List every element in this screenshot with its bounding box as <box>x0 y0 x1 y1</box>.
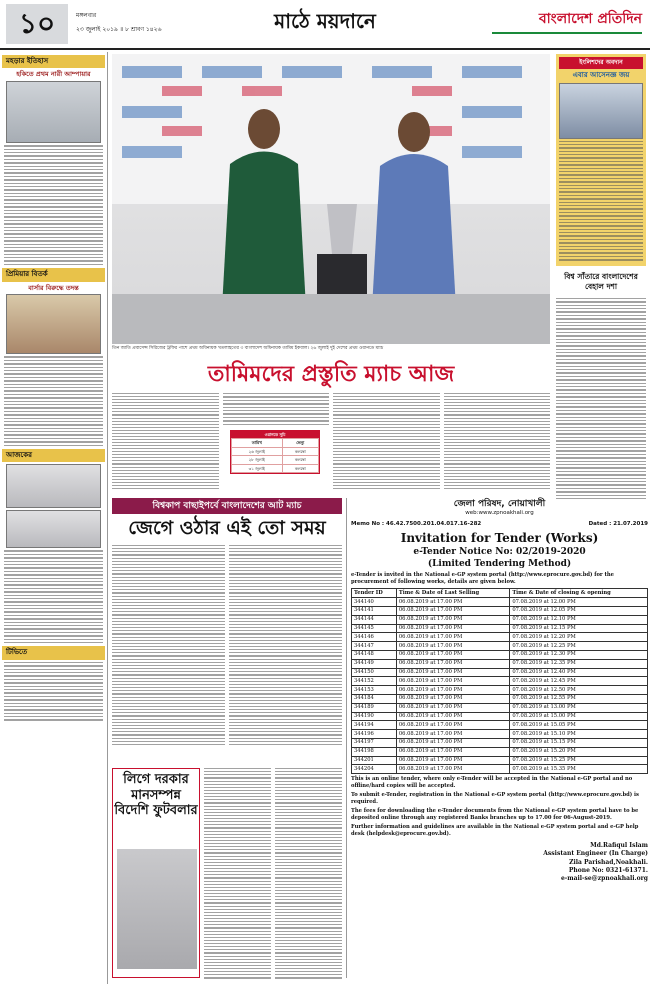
closing-opening: 07.08.2019 at 15.10 PM <box>510 730 648 739</box>
closing-opening: 07.08.2019 at 12.00 PM <box>510 598 648 607</box>
tender-para-2: To submit e-Tender, registration in the National e-GP system portal (http://www.eprocure.gov.bd) is required. <box>351 792 639 806</box>
lower-col-1 <box>112 545 225 745</box>
fixture-table <box>230 430 320 474</box>
tender-notice <box>346 498 648 978</box>
table-row <box>352 677 648 686</box>
ad-title: লিগে দরকার মানসম্পন্ন বিদেশি ফুটবলার <box>114 772 198 819</box>
today-photo-2 <box>6 510 101 548</box>
tender-col-id: Tender ID <box>352 589 397 598</box>
last-selling: 06.08.2019 at 17.00 PM <box>396 721 509 730</box>
table-row <box>352 659 648 668</box>
closing-opening: 07.08.2019 at 12.05 PM <box>510 607 648 616</box>
last-selling: 06.08.2019 at 17.00 PM <box>396 615 509 624</box>
table-row <box>352 756 648 765</box>
fixture-date: ২৬ জুলাই <box>232 447 283 455</box>
lower-story-band: বিশ্বকাপ বাছাইপর্বে বাংলাদেশের আট ম্যাচ <box>112 498 342 514</box>
last-selling: 06.08.2019 at 17.00 PM <box>396 739 509 748</box>
controversy-title: বার্সার বিরুদ্ধে তদন্ত <box>28 283 79 292</box>
table-row <box>352 633 648 642</box>
today-schedule-text <box>4 550 103 643</box>
tender-para-4: Further information and guidelines are available in the National e-GP system portal and e-GP help desk (helpdesk@eprocure.gov.bd). <box>351 824 639 838</box>
tender-id: 344198 <box>352 747 397 756</box>
left-column <box>0 52 108 984</box>
tender-signature <box>351 842 648 882</box>
closing-opening: 07.08.2019 at 12.40 PM <box>510 668 648 677</box>
tender-table <box>351 588 648 774</box>
last-selling: 06.08.2019 at 17.00 PM <box>396 668 509 677</box>
tv-section-head: টিভিতে <box>2 646 105 659</box>
fixture-venue: কলম্বো <box>282 447 318 455</box>
lead-photo-drawing <box>112 54 550 344</box>
lead-body-col-1 <box>112 393 219 489</box>
fixture-col-date: তারিখ <box>232 439 283 447</box>
history-title: হকিতে প্রথম নারী আম্পায়ার <box>16 70 91 79</box>
right-feature-tag: ইংলিশদের অবদান <box>559 57 643 69</box>
lead-photo <box>112 54 550 344</box>
tender-id: 344145 <box>352 624 397 633</box>
table-row <box>352 598 648 607</box>
fixture-date: ২৮ জুলাই <box>232 456 283 464</box>
right-feature-body <box>559 141 643 261</box>
last-selling: 06.08.2019 at 17.00 PM <box>396 633 509 642</box>
fixture-grid <box>231 438 319 473</box>
tender-id: 344184 <box>352 695 397 704</box>
table-row <box>352 695 648 704</box>
fixture-date: ৩১ জুলাই <box>232 464 283 472</box>
right-column <box>556 54 646 501</box>
closing-opening: 07.08.2019 at 12.10 PM <box>510 615 648 624</box>
tender-para-3: The fees for downloading the e-Tender documents from the National e-GP system portal have to be deposited online through any registered Banks branches up to 17.00 for 06-August-2019. <box>351 808 639 822</box>
table-row <box>352 739 648 748</box>
tender-id: 344204 <box>352 765 397 774</box>
ad-box <box>112 768 200 978</box>
table-row <box>352 765 648 774</box>
last-selling: 06.08.2019 at 17.00 PM <box>396 703 509 712</box>
tender-method: (Limited Tendering Method) <box>427 559 572 570</box>
tender-id: 344201 <box>352 756 397 765</box>
fixture-title: ওয়ানডে সূচি <box>231 431 319 438</box>
last-selling: 06.08.2019 at 17.00 PM <box>396 659 509 668</box>
lower-col-2 <box>229 545 342 745</box>
tender-id: 344148 <box>352 651 397 660</box>
tender-dated: Dated : 21.07.2019 <box>588 520 648 527</box>
tender-id: 344141 <box>352 607 397 616</box>
sig-title: Assistant Engineer (In Charge) <box>543 850 648 858</box>
tender-id: 344194 <box>352 721 397 730</box>
right-feature-box <box>556 54 646 266</box>
controversy-photo <box>6 294 101 354</box>
table-row <box>352 668 648 677</box>
tender-id: 344146 <box>352 633 397 642</box>
history-photo <box>6 81 101 143</box>
fixture-row <box>232 464 319 472</box>
closing-opening: 07.08.2019 at 12.30 PM <box>510 651 648 660</box>
ad-story-col-2 <box>275 768 342 978</box>
header-day: মঙ্গলবার <box>76 12 97 19</box>
lead-body-col-4 <box>444 393 551 489</box>
last-selling: 06.08.2019 at 17.00 PM <box>396 686 509 695</box>
brand-logo: বাংলাদেশ প্রতিদিন <box>538 11 642 27</box>
tender-id: 344196 <box>352 730 397 739</box>
fixture-row <box>232 456 319 464</box>
table-row <box>352 703 648 712</box>
tender-id: 344150 <box>352 668 397 677</box>
last-selling: 06.08.2019 at 17.00 PM <box>396 677 509 686</box>
tv-schedule-text <box>4 662 103 721</box>
last-selling: 06.08.2019 at 17.00 PM <box>396 756 509 765</box>
history-body-text <box>4 145 103 265</box>
lead-body-col-3 <box>333 393 440 489</box>
right-feature-title: এবার আসেনজ্ঞ জয় <box>572 71 630 80</box>
table-row <box>352 651 648 660</box>
last-selling: 06.08.2019 at 17.00 PM <box>396 747 509 756</box>
tender-table-header <box>352 589 648 598</box>
tender-id: 344153 <box>352 686 397 695</box>
tender-memo: Memo No : 46.42.7500.201.04.017.16-282 <box>351 520 482 527</box>
closing-opening: 07.08.2019 at 12.25 PM <box>510 642 648 651</box>
fixture-col-venue: ভেন্যু <box>282 439 318 447</box>
last-selling: 06.08.2019 at 17.00 PM <box>396 607 509 616</box>
fixture-venue: কলম্বো <box>282 464 318 472</box>
closing-opening: 07.08.2019 at 12.15 PM <box>510 624 648 633</box>
right-feature-photo <box>559 83 643 139</box>
ad-story-columns <box>204 768 342 978</box>
today-photo-1 <box>6 464 101 508</box>
sig-phone: Phone No: 0321-61371. <box>568 866 648 874</box>
closing-opening: 07.08.2019 at 15.25 PM <box>510 756 648 765</box>
tender-table-body <box>352 598 648 774</box>
tender-id: 344140 <box>352 598 397 607</box>
controversy-body-text <box>4 356 103 446</box>
last-selling: 06.08.2019 at 17.00 PM <box>396 712 509 721</box>
fixture-row <box>232 447 319 455</box>
table-row <box>352 686 648 695</box>
closing-opening: 07.08.2019 at 12.35 PM <box>510 659 648 668</box>
sig-office: Zila Parishad,Noakhali. <box>569 858 648 866</box>
last-selling: 06.08.2019 at 17.00 PM <box>396 730 509 739</box>
swim-title: বিশ্ব সাঁতারে বাংলাদেশের বেহাল দশা <box>564 271 638 291</box>
tender-office: জেলা পরিষদ, নোয়াখালী <box>453 499 546 509</box>
tender-intro: e-Tender is invited in the National e-GP system portal (http://www.eprocure.gov.bd) for the procurement of following works, details are given below. <box>351 572 614 586</box>
sig-email: e-mail-se@zpnoakhali.org <box>560 874 648 882</box>
page-number: ১০ <box>6 4 68 44</box>
last-selling: 06.08.2019 at 17.00 PM <box>396 765 509 774</box>
tender-id: 344190 <box>352 712 397 721</box>
sig-name: Md.Rafiqul Islam <box>590 842 648 850</box>
tender-id: 344144 <box>352 615 397 624</box>
tender-web: web:www.zpnoakhali.org <box>465 510 534 517</box>
table-row <box>352 712 648 721</box>
tender-col-selling: Time & Date of Last Selling <box>396 589 509 598</box>
lead-body-columns <box>112 393 550 489</box>
tender-id: 344197 <box>352 739 397 748</box>
tender-memo-row <box>351 521 648 528</box>
fixture-header-row <box>232 439 319 447</box>
closing-opening: 07.08.2019 at 15.05 PM <box>510 721 648 730</box>
controversy-section-head: প্রিমিয়ার বিতর্ক <box>2 268 105 281</box>
ad-story-col-1 <box>204 768 271 978</box>
table-row <box>352 607 648 616</box>
lower-story-headline: জেগে ওঠার এই তো সময় <box>128 517 326 539</box>
closing-opening: 07.08.2019 at 15.35 PM <box>510 765 648 774</box>
table-row <box>352 615 648 624</box>
table-row <box>352 721 648 730</box>
closing-opening: 07.08.2019 at 12.50 PM <box>510 686 648 695</box>
last-selling: 06.08.2019 at 17.00 PM <box>396 624 509 633</box>
brand-underline <box>492 32 642 34</box>
table-row <box>352 642 648 651</box>
last-selling: 06.08.2019 at 17.00 PM <box>396 695 509 704</box>
header-date: ২৩ জুলাই ২০১৯ ॥ ৮ শ্রাবণ ১৪২৬ <box>76 26 162 33</box>
tender-notice-no: e-Tender Notice No: 02/2019-2020 <box>413 547 586 558</box>
history-section-head: মহড়ার ইতিহাস <box>2 55 105 68</box>
lower-story-columns <box>112 545 342 745</box>
last-selling: 06.08.2019 at 17.00 PM <box>396 598 509 607</box>
closing-opening: 07.08.2019 at 12.45 PM <box>510 677 648 686</box>
closing-opening: 07.08.2019 at 15.15 PM <box>510 739 648 748</box>
table-row <box>352 624 648 633</box>
tender-id: 344152 <box>352 677 397 686</box>
tender-id: 344147 <box>352 642 397 651</box>
fixture-venue: কলম্বো <box>282 456 318 464</box>
last-selling: 06.08.2019 at 17.00 PM <box>396 642 509 651</box>
closing-opening: 07.08.2019 at 15.00 PM <box>510 712 648 721</box>
lead-photo-caption: তিন জাতি প্রবাসেন্স সিরিজের ট্রফির পাশে প্রথম অধিনায়ক খতলাহতের ৩ বাংলাদেশ অধিনায়ক তামিম ইকবাল। ২৬ জুলাই দুই দেশের প্রথম ওয়ানডে ম্যাচ <box>112 346 384 351</box>
closing-opening: 07.08.2019 at 13.00 PM <box>510 703 648 712</box>
ad-photo <box>117 849 197 969</box>
last-selling: 06.08.2019 at 17.00 PM <box>396 651 509 660</box>
swim-body <box>556 298 646 499</box>
section-title: মাঠে ময়দানে <box>274 9 376 33</box>
tender-id: 344149 <box>352 659 397 668</box>
page-header <box>0 0 650 50</box>
tender-col-closing: Time & Date of closing & opening <box>510 589 648 598</box>
closing-opening: 07.08.2019 at 12.55 PM <box>510 695 648 704</box>
tender-id: 344189 <box>352 703 397 712</box>
table-row <box>352 747 648 756</box>
lead-headline: তামিমদের প্রস্তুতি ম্যাচ আজ <box>207 362 455 387</box>
table-row <box>352 730 648 739</box>
closing-opening: 07.08.2019 at 12.20 PM <box>510 633 648 642</box>
tender-heading: Invitation for Tender (Works) <box>400 530 599 545</box>
closing-opening: 07.08.2019 at 15.20 PM <box>510 747 648 756</box>
today-section-head: আজকের <box>2 449 105 462</box>
tender-para-1: This is an online tender, where only e-Tender will be accepted in the National e-GP portal and no offline/hard copies will be accepted. <box>351 776 633 790</box>
